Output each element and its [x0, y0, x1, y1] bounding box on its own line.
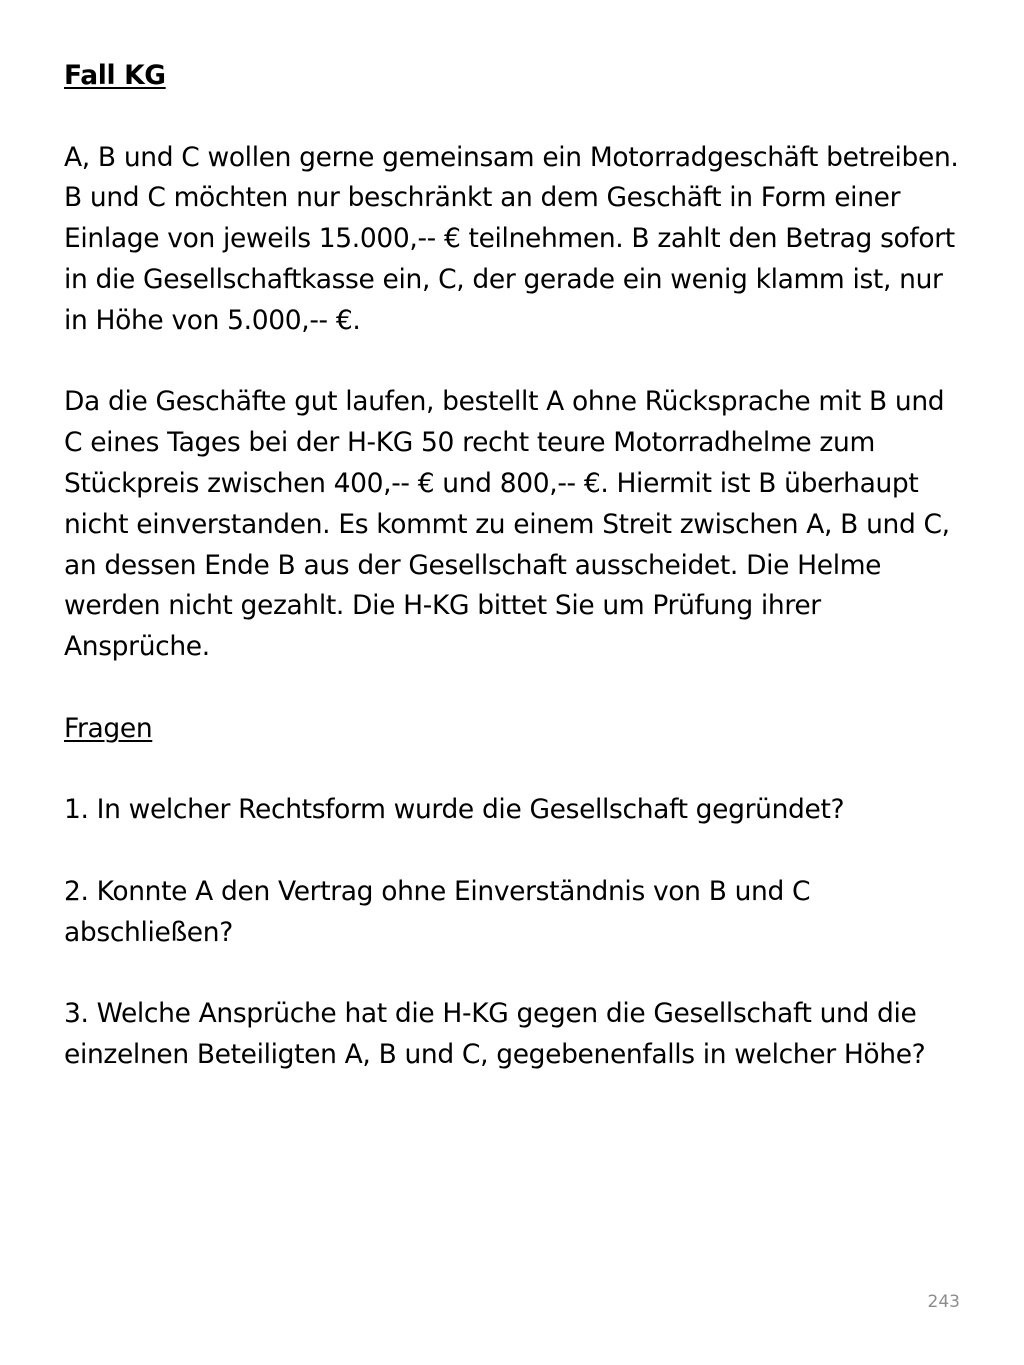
- case-paragraph-2: Da die Geschäfte gut laufen, bestellt A ohne Rücksprache mit B und C eines Tages bei der H-KG 50 recht teure Motorradhelme zum Stückpreis zwischen 400,-- € und 800,-- €. Hiermit ist B überhaupt nicht einverstanden. Es kommt zu einem Streit zwischen A, B und C, an dessen Ende B aus der Gesellschaft ausscheidet. Die Helme werden nicht gezahlt. Die H-KG bittet Sie um Prüfung ihrer Ansprüche.: [64, 386, 950, 663]
- spacer: [64, 954, 964, 995]
- question-1: 1. In welcher Rechtsform wurde die Gesellschaft gegründet?: [64, 794, 845, 826]
- page-number: 243: [927, 1292, 960, 1312]
- question-3: 3. Welche Ansprüche hat die H-KG gegen die Gesellschaft und die einzelnen Beteiligten A, B und C, gegebenenfalls in welcher Höhe?: [64, 998, 926, 1071]
- spacer: [64, 342, 964, 383]
- spacer: [64, 97, 964, 138]
- spacer: [64, 750, 964, 791]
- case-paragraph-1: A, B und C wollen gerne gemeinsam ein Motorradgeschäft betreiben. B und C möchten nur beschränkt an dem Geschäft in Form einer Einlage von jeweils 15.000,-- € teilnehmen. B zahlt den Betrag sofort in die Gesellschaftkasse ein, C, der gerade ein wenig klamm ist, nur in Höhe von 5.000,-- €.: [64, 141, 959, 336]
- spacer: [64, 668, 964, 709]
- slide-content: [64, 56, 964, 1076]
- questions-heading: Fragen: [64, 712, 153, 744]
- question-2: 2. Konnte A den Vertrag ohne Einverständnis von B und C abschließen?: [64, 875, 811, 948]
- spacer: [64, 831, 964, 872]
- case-title: Fall KG: [64, 60, 166, 91]
